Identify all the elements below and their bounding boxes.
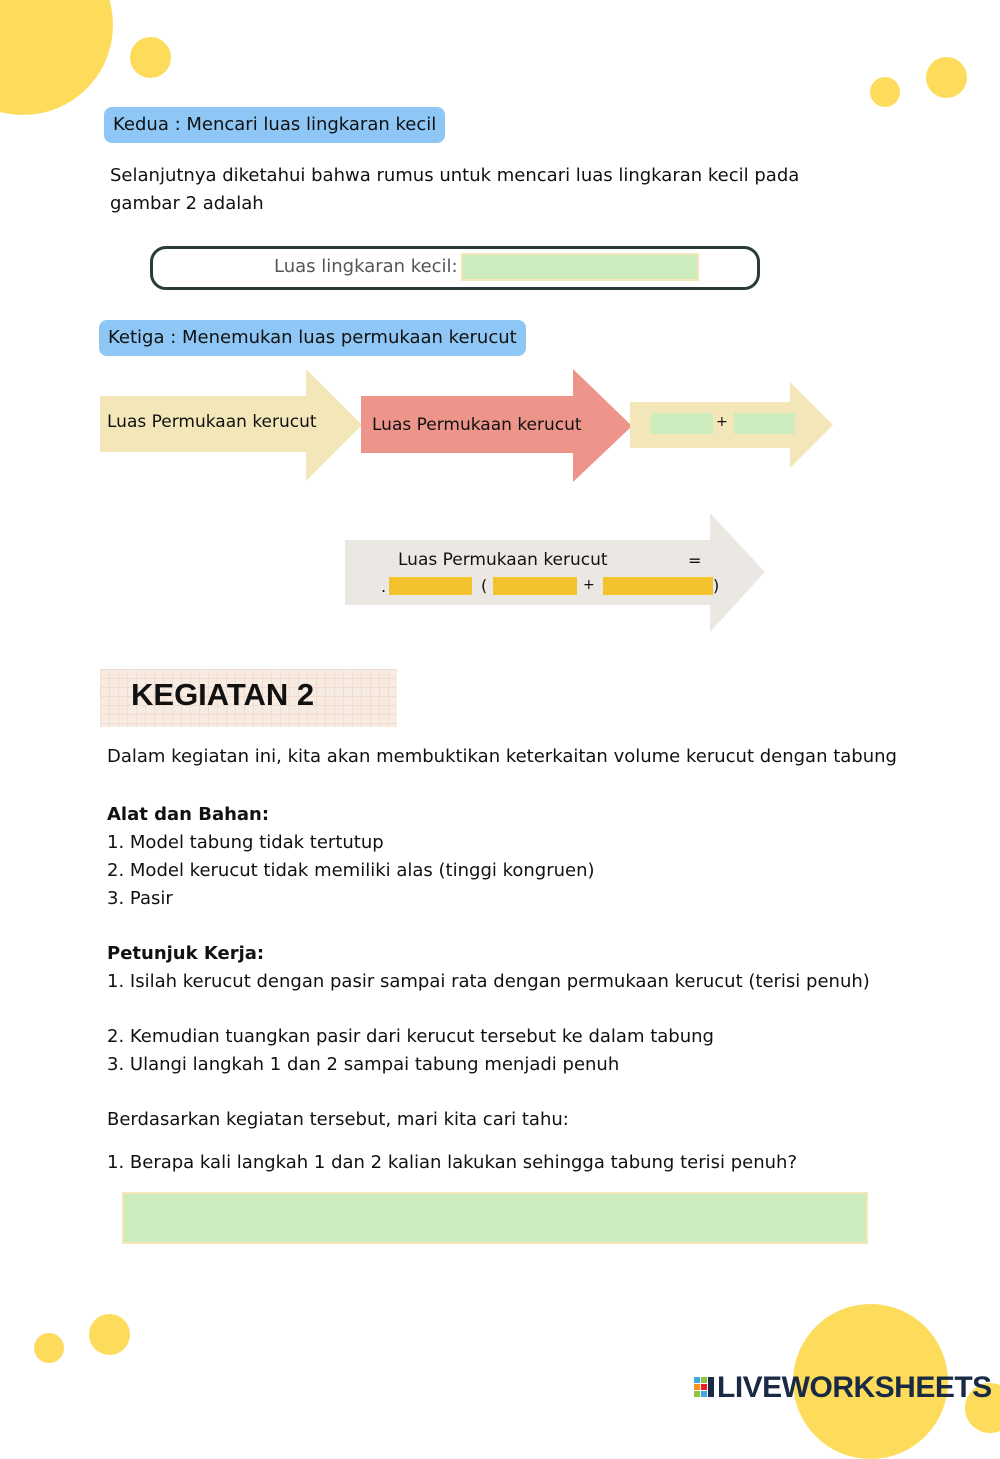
liveworksheets-icon [693, 1375, 715, 1401]
formula-close-paren: ) [713, 576, 720, 595]
question-1: 1. Berapa kali langkah 1 dan 2 kalian lakukan sehingga tabung terisi penuh? [107, 1152, 797, 1173]
step3-heading: Ketiga : Menemukan luas permukaan kerucut [99, 320, 526, 356]
formula-open-paren: ( [481, 576, 488, 595]
luas-lingkaran-answer-input[interactable] [461, 253, 699, 281]
arrow2-label: Luas Permukaan kerucut [372, 415, 582, 435]
steps-heading: Petunjuk Kerja: [107, 943, 265, 964]
kegiatan2-intro: Dalam kegiatan ini, kita akan membuktikan keterkaitan volume kerucut dengan tabung [107, 746, 897, 767]
kegiatan2-title: KEGIATAN 2 [131, 677, 315, 712]
tools-item-1: 1. Model tabung tidak tertutup [107, 832, 384, 853]
decor-dot-bottom-left [89, 1314, 130, 1355]
formula-answer-input-2[interactable] [493, 577, 577, 595]
formula-answer-input-3[interactable] [603, 577, 713, 595]
formula-plus: + [583, 577, 595, 593]
luas-lingkaran-label: Luas lingkaran kecil: [274, 256, 458, 277]
decor-dot-bottom-left-small [34, 1333, 64, 1363]
decor-circle-top-left [0, 0, 113, 115]
steps-item-2: 2. Kemudian tuangkan pasir dari kerucut tersebut ke dalam tabung [107, 1026, 714, 1047]
arrow3-answer-input-1[interactable] [651, 413, 713, 434]
formula-equals: = [688, 551, 702, 570]
step2-heading: Kedua : Mencari luas lingkaran kecil [104, 107, 445, 143]
tools-item-2: 2. Model kerucut tidak memiliki alas (tinggi kongruen) [107, 860, 595, 881]
arrow3-plus: + [716, 414, 728, 430]
decor-dot-top-right-small [870, 77, 900, 107]
kegiatan2-title-banner [100, 669, 397, 727]
arrow1-label: Luas Permukaan kerucut [107, 412, 317, 432]
formula-dot: . [381, 577, 387, 596]
tools-heading: Alat dan Bahan: [107, 804, 270, 825]
arrow3-answer-input-2[interactable] [734, 413, 795, 434]
tools-item-3: 3. Pasir [107, 888, 173, 909]
formula-answer-input-1[interactable] [389, 577, 472, 595]
step2-paragraph: Selanjutnya diketahui bahwa rumus untuk mencari luas lingkaran kecil pada gambar 2 adalah [110, 165, 800, 214]
decor-dot-top-left-small [130, 37, 171, 78]
steps-item-3: 3. Ulangi langkah 1 dan 2 sampai tabung menjadi penuh [107, 1054, 620, 1075]
conclusion-intro: Berdasarkan kegiatan tersebut, mari kita cari tahu: [107, 1109, 569, 1130]
liveworksheets-wordmark: LIVEWORKSHEETS [717, 1371, 992, 1404]
steps-item-1: 1. Isilah kerucut dengan pasir sampai rata dengan permukaan kerucut (terisi penuh) [107, 971, 870, 992]
question1-answer-input[interactable] [122, 1192, 868, 1244]
arrow-grey-formula [345, 513, 765, 632]
decor-dot-top-right [926, 57, 967, 98]
formula-label: Luas Permukaan kerucut [398, 550, 608, 570]
